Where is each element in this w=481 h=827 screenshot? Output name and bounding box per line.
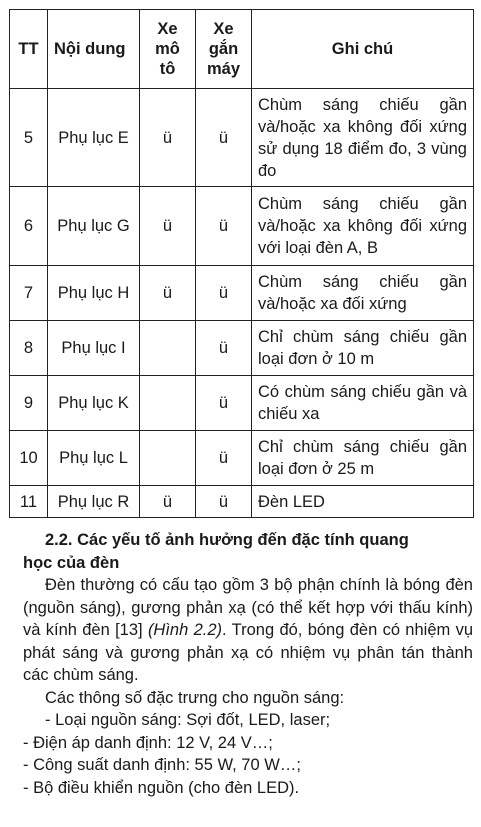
table-header-row	[10, 10, 474, 89]
cell-tt: 6	[10, 187, 48, 266]
cell-tt: 10	[10, 431, 48, 486]
section-heading: 2.2. Các yếu tố ảnh hưởng đến đặc tính quang	[45, 531, 409, 549]
section-body	[23, 529, 473, 799]
list-item: - Điện áp danh định: 12 V, 24 V…;	[23, 733, 273, 752]
cell-motorcycle-check: ü	[140, 89, 196, 187]
cell-note: Đèn LED	[252, 486, 474, 518]
cell-moped-check: ü	[196, 321, 252, 376]
cell-moped-check: ü	[196, 187, 252, 266]
header-motorcycle-line: Xe	[157, 20, 178, 38]
paragraph-text: Đèn thường có cấu tạo gồm 3 bộ phận chính là bóng đèn (nguồn sáng), gương phản xạ (có thể kết hợp với thấu kính) và kính đèn [13]	[23, 576, 473, 639]
table-row	[10, 89, 474, 187]
list-item: - Bộ điều khiển nguồn (cho đèn LED).	[23, 778, 300, 797]
cell-motorcycle-check: ü	[140, 486, 196, 518]
cell-motorcycle-check	[140, 321, 196, 376]
cell-note: Có chùm sáng chiếu gần và chiếu xa	[252, 376, 474, 431]
table-row	[10, 376, 474, 431]
cell-moped-check: ü	[196, 266, 252, 321]
cell-note: Chùm sáng chiếu gần và/hoặc xa không đối xứng sử dụng 18 điểm đo, 3 vùng đo	[252, 89, 474, 187]
header-moped	[196, 10, 252, 89]
cell-note: Chùm sáng chiếu gần và/hoặc xa không đối xứng với loại đèn A, B	[252, 187, 474, 266]
list-item: - Công suất danh định: 55 W, 70 W…;	[23, 756, 301, 774]
header-tt: TT	[10, 10, 48, 89]
cell-moped-check: ü	[196, 376, 252, 431]
paragraph-lamp-structure	[23, 574, 473, 687]
header-moped-line: Xe	[213, 20, 234, 38]
table-row	[10, 431, 474, 486]
header-motorcycle-line: tô	[159, 60, 176, 78]
list-intro: Các thông số đặc trưng cho nguồn sáng:	[45, 688, 345, 707]
cell-note: Chỉ chùm sáng chiếu gần loại đơn ở 25 m	[252, 431, 474, 486]
paragraph-text-continued: . Trong đó, bóng đèn có nhiệm vụ phát sáng và gương phản xạ có nhiệm vụ phân tán thành các chùm sáng.	[23, 621, 473, 684]
cell-tt: 5	[10, 89, 48, 187]
header-note: Ghi chú	[252, 10, 474, 89]
cell-content: Phụ lục E	[48, 89, 140, 187]
cell-tt: 8	[10, 321, 48, 376]
cell-content: Phụ lục I	[48, 321, 140, 376]
cell-motorcycle-check	[140, 376, 196, 431]
cell-note: Chỉ chùm sáng chiếu gần loại đơn ở 10 m	[252, 321, 474, 376]
cell-motorcycle-check	[140, 431, 196, 486]
table-row	[10, 486, 474, 518]
header-moped-line: gắn	[208, 40, 239, 58]
figure-reference: (Hình 2.2)	[147, 621, 223, 639]
cell-motorcycle-check: ü	[140, 266, 196, 321]
cell-tt: 11	[10, 486, 48, 518]
cell-tt: 9	[10, 376, 48, 431]
cell-note: Chùm sáng chiếu gần và/hoặc xa đối xứng	[252, 266, 474, 321]
cell-content: Phụ lục G	[48, 187, 140, 266]
table-row	[10, 187, 474, 266]
lamp-standards-table	[9, 9, 474, 518]
table-row	[10, 321, 474, 376]
header-motorcycle-line: mô	[155, 40, 180, 58]
header-motorcycle	[140, 10, 196, 89]
cell-content: Phụ lục L	[48, 431, 140, 486]
header-moped-line: máy	[206, 60, 241, 78]
table-row	[10, 266, 474, 321]
cell-content: Phụ lục H	[48, 266, 140, 321]
cell-tt: 7	[10, 266, 48, 321]
cell-content: Phụ lục R	[48, 486, 140, 518]
cell-content: Phụ lục K	[48, 376, 140, 431]
cell-moped-check: ü	[196, 89, 252, 187]
list-item: - Loại nguồn sáng: Sợi đốt, LED, laser;	[45, 711, 331, 729]
cell-moped-check: ü	[196, 486, 252, 518]
section-heading-continued: học của đèn	[23, 553, 120, 572]
cell-motorcycle-check: ü	[140, 187, 196, 266]
header-content: Nội dung	[48, 10, 140, 89]
cell-moped-check: ü	[196, 431, 252, 486]
